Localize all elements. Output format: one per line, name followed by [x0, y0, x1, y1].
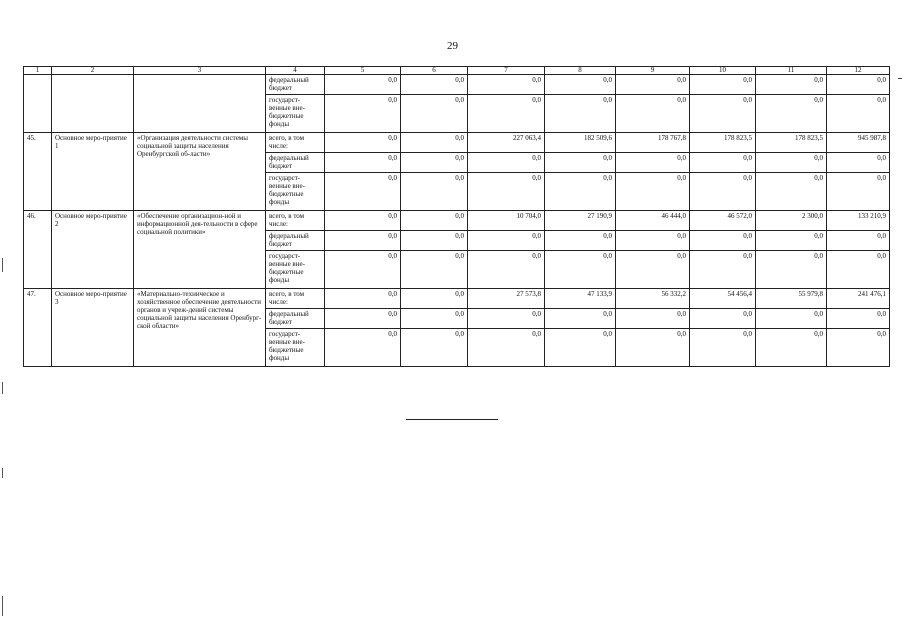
- item-name: «Организация деятельности системы социальной защиты населения Оренбургской об-ласти»: [134, 133, 266, 211]
- value-cell: 0,0: [545, 95, 616, 133]
- value-cell: 27 573,8: [468, 289, 545, 309]
- table-row: [24, 133, 890, 153]
- item-name: «Материально-техническое и хозяйственное обеспечение деятельности органов и учреж-дений системы социальной защиты населения Оренбург-ской области»: [134, 289, 266, 367]
- value-cell: 0,0: [545, 251, 616, 289]
- column-header: 9: [616, 67, 690, 75]
- value-cell: 0,0: [325, 309, 401, 329]
- value-cell: 241 476,1: [827, 289, 890, 309]
- value-cell: 54 456,4: [690, 289, 756, 309]
- value-cell: 0,0: [325, 251, 401, 289]
- value-cell: 0,0: [325, 95, 401, 133]
- value-cell: 0,0: [401, 329, 468, 367]
- value-cell: 0,0: [545, 75, 616, 95]
- value-cell: 0,0: [827, 95, 890, 133]
- column-header: 12: [827, 67, 890, 75]
- value-cell: 227 063,4: [468, 133, 545, 153]
- value-cell: 27 190,9: [545, 211, 616, 231]
- item-type: Основное меро-приятие 2: [52, 211, 134, 289]
- item-type: Основное меро-приятие 1: [52, 133, 134, 211]
- column-header: 6: [401, 67, 468, 75]
- value-cell: 0,0: [616, 329, 690, 367]
- funding-source-label: федеральный бюджет: [266, 231, 325, 251]
- value-cell: 0,0: [325, 75, 401, 95]
- value-cell: 10 704,0: [468, 211, 545, 231]
- value-cell: 945 987,8: [827, 133, 890, 153]
- value-cell: 0,0: [756, 251, 827, 289]
- value-cell: 178 823,5: [756, 133, 827, 153]
- value-cell: 133 210,9: [827, 211, 890, 231]
- value-cell: 0,0: [325, 211, 401, 231]
- table-row: [24, 289, 890, 309]
- value-cell: 0,0: [545, 309, 616, 329]
- value-cell: 0,0: [401, 133, 468, 153]
- column-header: 3: [134, 67, 266, 75]
- footer-rule: [406, 419, 498, 420]
- value-cell: 0,0: [690, 309, 756, 329]
- value-cell: 0,0: [468, 153, 545, 173]
- value-cell: 0,0: [325, 173, 401, 211]
- value-cell: 0,0: [401, 309, 468, 329]
- continuation-type-cell: [52, 75, 134, 133]
- value-cell: 0,0: [325, 153, 401, 173]
- value-cell: 0,0: [468, 75, 545, 95]
- funding-source-label: всего, в том числе:: [266, 211, 325, 231]
- value-cell: 0,0: [827, 251, 890, 289]
- funding-source-label: государст-венные вне-бюджетные фонды: [266, 173, 325, 211]
- value-cell: 0,0: [690, 231, 756, 251]
- value-cell: 2 300,0: [756, 211, 827, 231]
- funding-source-label: федеральный бюджет: [266, 75, 325, 95]
- value-cell: 0,0: [756, 231, 827, 251]
- value-cell: 0,0: [690, 173, 756, 211]
- value-cell: 0,0: [401, 153, 468, 173]
- value-cell: 0,0: [690, 153, 756, 173]
- value-cell: 0,0: [756, 309, 827, 329]
- funding-source-label: всего, в том числе:: [266, 133, 325, 153]
- value-cell: 0,0: [545, 173, 616, 211]
- value-cell: 0,0: [401, 251, 468, 289]
- table-body: [24, 67, 890, 367]
- value-cell: 56 332,2: [616, 289, 690, 309]
- value-cell: 0,0: [827, 329, 890, 367]
- value-cell: 0,0: [690, 329, 756, 367]
- item-name: «Обеспечение организацион-ной и информационной дея-тельности в сфере социальной политики»: [134, 211, 266, 289]
- budget-table: [23, 66, 890, 367]
- value-cell: 0,0: [468, 231, 545, 251]
- value-cell: 0,0: [545, 153, 616, 173]
- value-cell: 0,0: [616, 95, 690, 133]
- value-cell: 0,0: [468, 251, 545, 289]
- value-cell: 178 823,5: [690, 133, 756, 153]
- value-cell: 0,0: [690, 95, 756, 133]
- value-cell: 0,0: [616, 309, 690, 329]
- value-cell: 0,0: [401, 173, 468, 211]
- value-cell: 0,0: [616, 251, 690, 289]
- value-cell: 178 767,8: [616, 133, 690, 153]
- column-header: 11: [756, 67, 827, 75]
- funding-source-label: государст-венные вне-бюджетные фонды: [266, 329, 325, 367]
- funding-source-label: всего, в том числе:: [266, 289, 325, 309]
- funding-source-label: государст-венные вне-бюджетные фонды: [266, 95, 325, 133]
- column-header: 2: [52, 67, 134, 75]
- value-cell: 0,0: [616, 231, 690, 251]
- scan-artifact: [2, 382, 3, 394]
- continuation-name-cell: [134, 75, 266, 133]
- value-cell: 0,0: [468, 309, 545, 329]
- value-cell: 0,0: [325, 329, 401, 367]
- value-cell: 0,0: [325, 231, 401, 251]
- item-number: 45.: [24, 133, 52, 211]
- value-cell: 0,0: [756, 329, 827, 367]
- value-cell: 182 509,6: [545, 133, 616, 153]
- value-cell: 0,0: [756, 95, 827, 133]
- value-cell: 0,0: [545, 231, 616, 251]
- column-header: 8: [545, 67, 616, 75]
- column-header: 4: [266, 67, 325, 75]
- column-header: 7: [468, 67, 545, 75]
- value-cell: 0,0: [827, 309, 890, 329]
- funding-source-label: государст-венные вне-бюджетные фонды: [266, 251, 325, 289]
- value-cell: 46 572,0: [690, 211, 756, 231]
- value-cell: 0,0: [616, 173, 690, 211]
- value-cell: 0,0: [468, 329, 545, 367]
- value-cell: 0,0: [616, 75, 690, 95]
- scan-artifact: [2, 258, 3, 272]
- item-number: 46.: [24, 211, 52, 289]
- scan-artifact: [2, 596, 3, 616]
- column-header: 5: [325, 67, 401, 75]
- column-header: 10: [690, 67, 756, 75]
- value-cell: 55 979,8: [756, 289, 827, 309]
- value-cell: 0,0: [401, 75, 468, 95]
- value-cell: 0,0: [616, 153, 690, 173]
- value-cell: 0,0: [401, 231, 468, 251]
- item-number: 47.: [24, 289, 52, 367]
- value-cell: 0,0: [756, 153, 827, 173]
- value-cell: 0,0: [756, 173, 827, 211]
- value-cell: 0,0: [827, 231, 890, 251]
- value-cell: 0,0: [690, 251, 756, 289]
- funding-source-label: федеральный бюджет: [266, 153, 325, 173]
- column-header: 1: [24, 67, 52, 75]
- value-cell: 0,0: [325, 133, 401, 153]
- continuation-number-cell: [24, 75, 52, 133]
- page-number: 29: [447, 40, 458, 52]
- value-cell: 0,0: [690, 75, 756, 95]
- funding-source-label: федеральный бюджет: [266, 309, 325, 329]
- value-cell: 0,0: [401, 289, 468, 309]
- header-row: [24, 67, 890, 75]
- value-cell: 47 133,9: [545, 289, 616, 309]
- value-cell: 0,0: [401, 95, 468, 133]
- table-row: [24, 211, 890, 231]
- value-cell: 46 444,0: [616, 211, 690, 231]
- value-cell: 0,0: [468, 173, 545, 211]
- value-cell: 0,0: [827, 173, 890, 211]
- scan-artifact: [2, 468, 3, 478]
- value-cell: 0,0: [468, 95, 545, 133]
- value-cell: 0,0: [401, 211, 468, 231]
- value-cell: 0,0: [325, 289, 401, 309]
- value-cell: 0,0: [545, 329, 616, 367]
- value-cell: 0,0: [827, 153, 890, 173]
- item-type: Основное меро-приятие 3: [52, 289, 134, 367]
- margin-dash: [898, 78, 902, 79]
- value-cell: 0,0: [827, 75, 890, 95]
- table-row: [24, 75, 890, 95]
- value-cell: 0,0: [756, 75, 827, 95]
